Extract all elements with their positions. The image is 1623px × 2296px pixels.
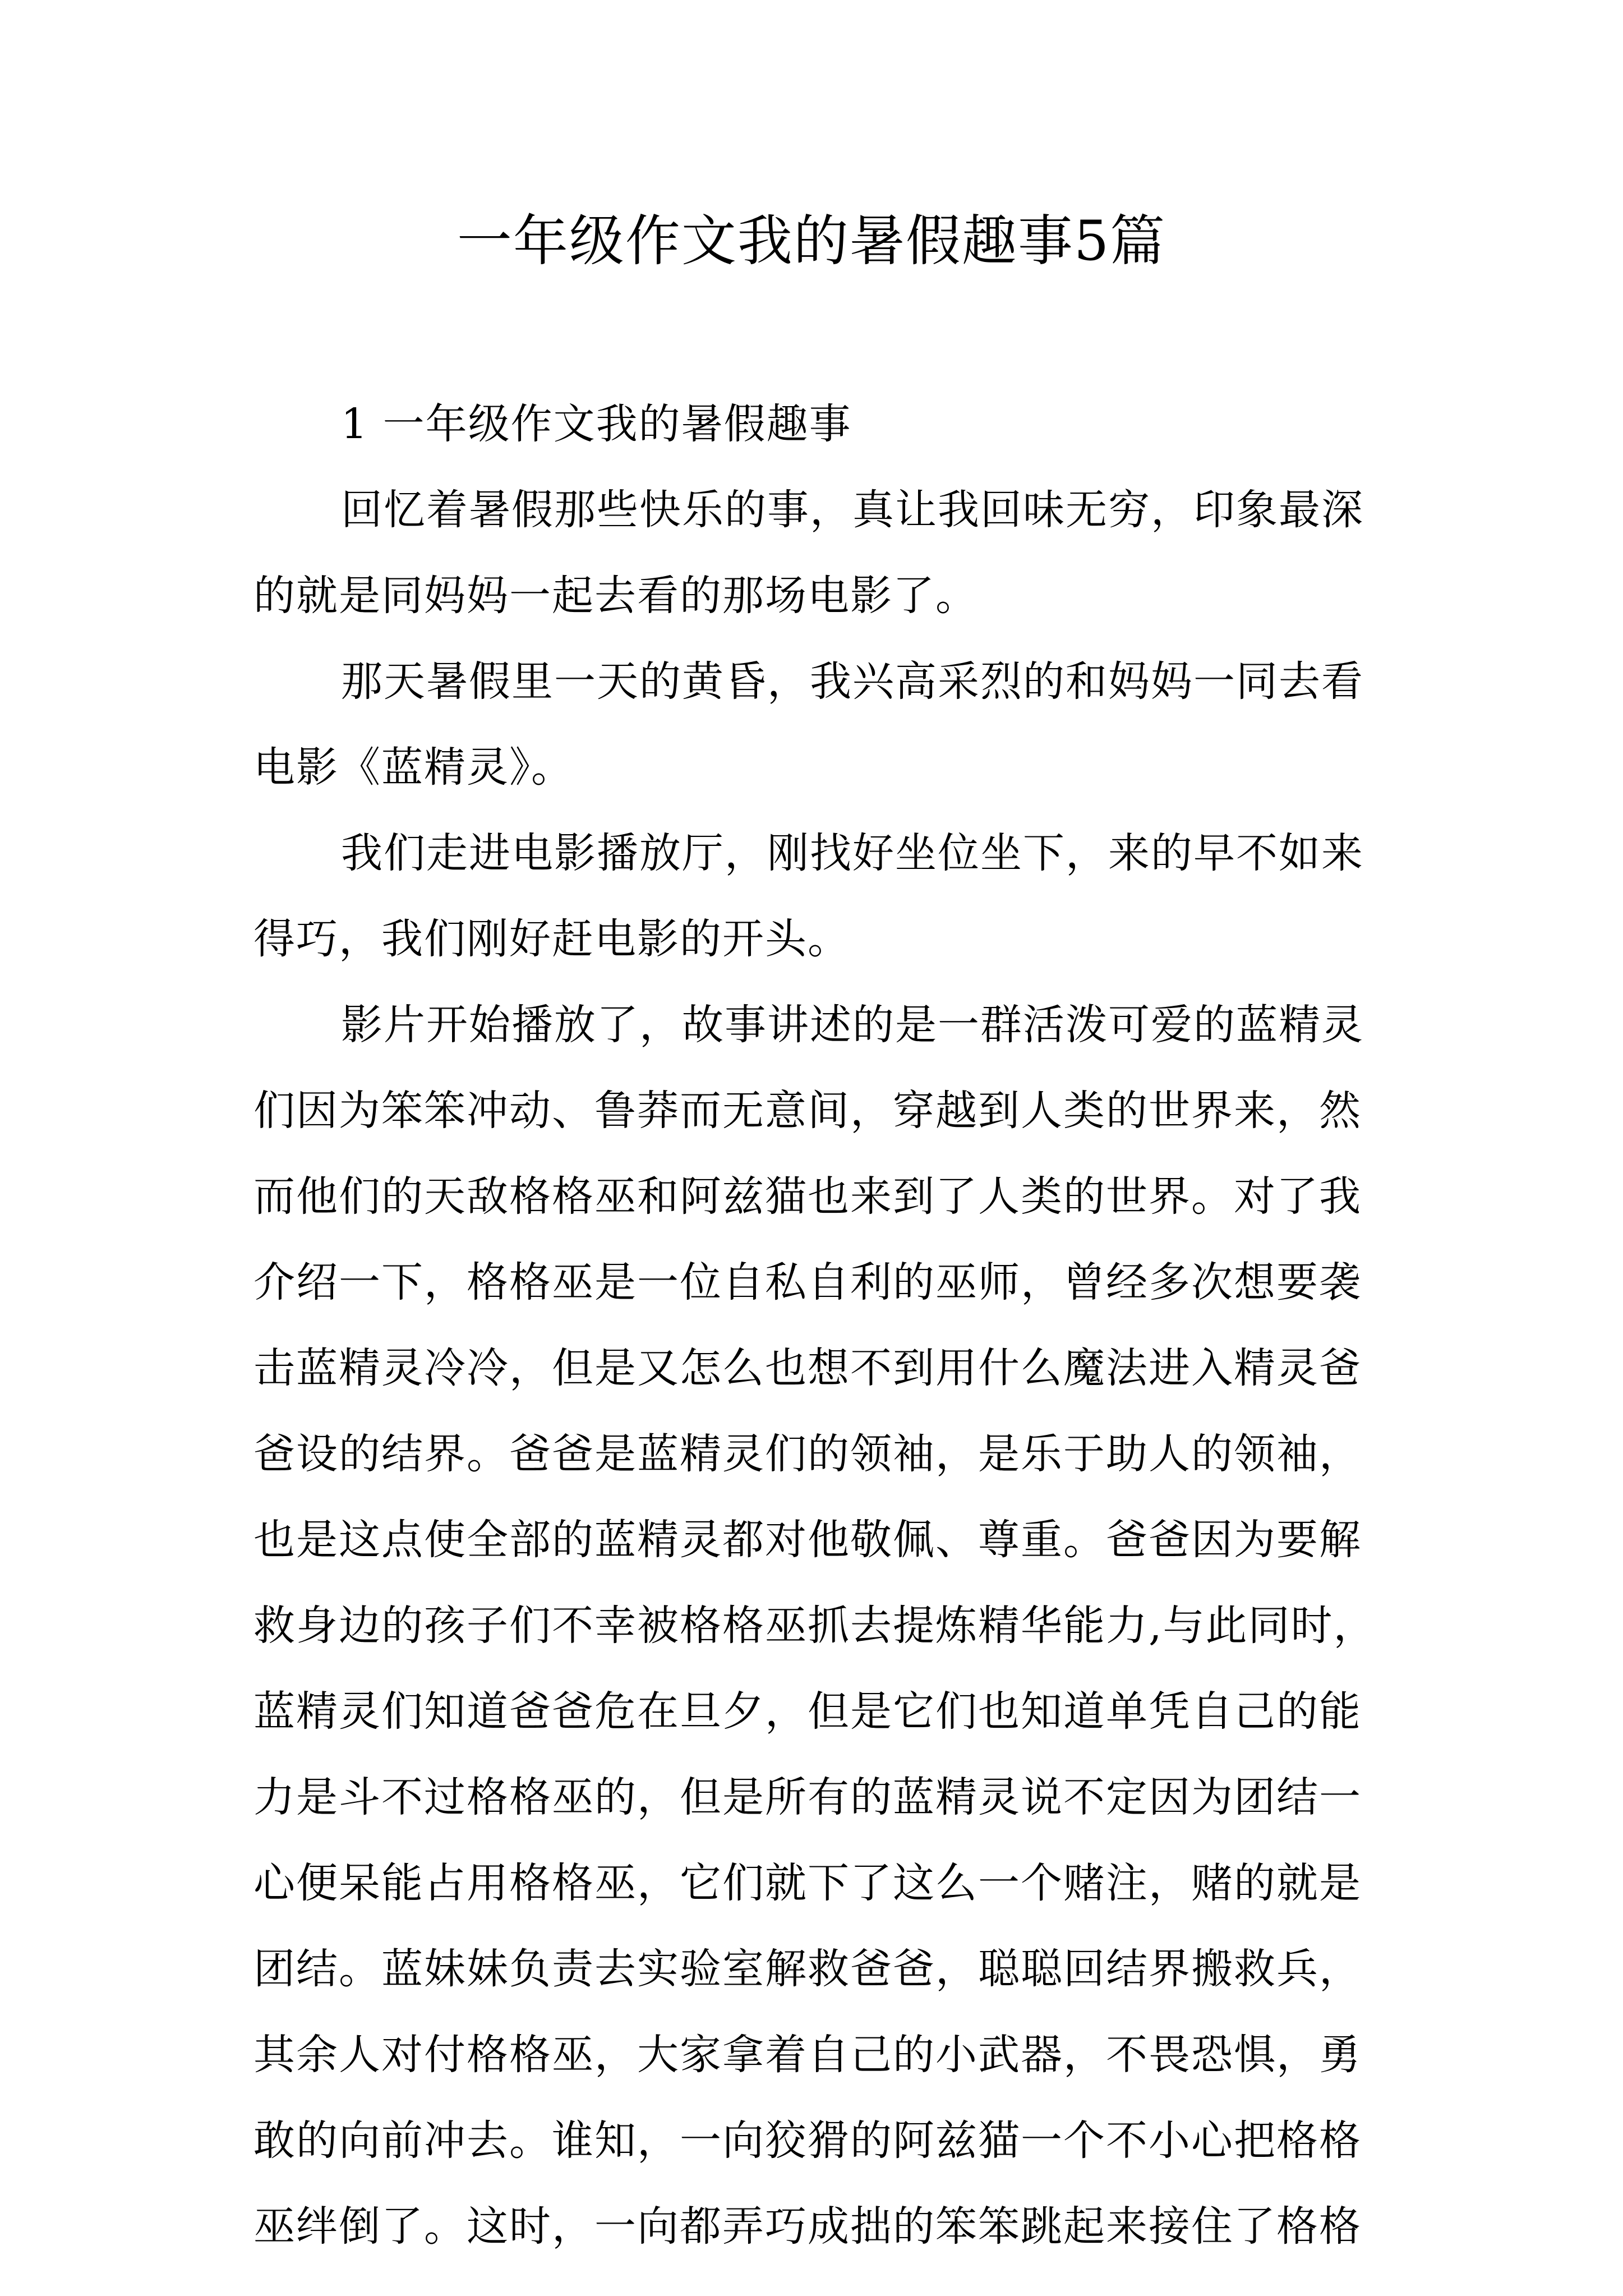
paragraph-line: 击蓝精灵冷冷，但是又怎么也想不到用什么魔法进入精灵爸 <box>253 1344 1362 1392</box>
paragraph-line: 团结。蓝妹妹负责去实验室解救爸爸，聪聪回结界搬救兵， <box>253 1945 1362 1993</box>
paragraph-line: 其余人对付格格巫，大家拿着自己的小武器，不畏恐惧，勇 <box>253 2031 1362 2079</box>
paragraph-line: 电影《蓝精灵》。 <box>253 743 574 792</box>
paragraph-line: 介绍一下，格格巫是一位自私自利的巫师，曾经多次想要袭 <box>253 1258 1362 1306</box>
paragraph-line: 的就是同妈妈一起去看的那场电影了。 <box>253 572 978 620</box>
paragraph-line: 那天暑假里一天的黄昏，我兴高采烈的和妈妈一同去看 <box>341 657 1364 706</box>
document-body <box>253 381 1392 2270</box>
section-heading: 1 一年级作文我的暑假趣事 <box>341 400 852 448</box>
paragraph-line: 蓝精灵们知道爸爸危在旦夕，但是它们也知道单凭自己的能 <box>253 1687 1362 1736</box>
paragraph-line: 心便呆能占用格格巫，它们就下了这么一个赌注，赌的就是 <box>253 1859 1362 1907</box>
paragraph-line: 力是斗不过格格巫的，但是所有的蓝精灵说不定因为团结一 <box>253 1773 1362 1821</box>
paragraph-line: 爸设的结界。爸爸是蓝精灵们的领袖，是乐于助人的领袖， <box>253 1430 1362 1478</box>
document-title: 一年级作文我的暑假趣事5篇 <box>457 209 1166 273</box>
paragraph-line: 也是这点使全部的蓝精灵都对他敬佩、尊重。爸爸因为要解 <box>253 1516 1362 1564</box>
paragraph-line: 巫绊倒了。这时，一向都弄巧成拙的笨笨跳起来接住了格格 <box>253 2202 1362 2251</box>
paragraph-line: 回忆着暑假那些快乐的事，真让我回味无穷，印象最深 <box>341 486 1364 534</box>
paragraph-line: 影片开始播放了，故事讲述的是一群活泼可爱的蓝精灵 <box>341 1001 1364 1049</box>
paragraph-line: 得巧，我们刚好赶电影的开头。 <box>253 915 850 963</box>
paragraph-line: 救身边的孩子们不幸被格格巫抓去提炼精华能力,与此同时， <box>253 1602 1376 1650</box>
paragraph-line: 而他们的天敌格格巫和阿兹猫也来到了人类的世界。对了我 <box>253 1172 1362 1221</box>
paragraph-line: 我们走进电影播放厅，刚找好坐位坐下，来的早不如来 <box>341 829 1364 877</box>
paragraph-line: 敢的向前冲去。谁知，一向狡猾的阿兹猫一个不小心把格格 <box>253 2116 1362 2165</box>
paragraph-line: 们因为笨笨冲动、鲁莽而无意间，穿越到人类的世界来，然 <box>253 1087 1362 1135</box>
